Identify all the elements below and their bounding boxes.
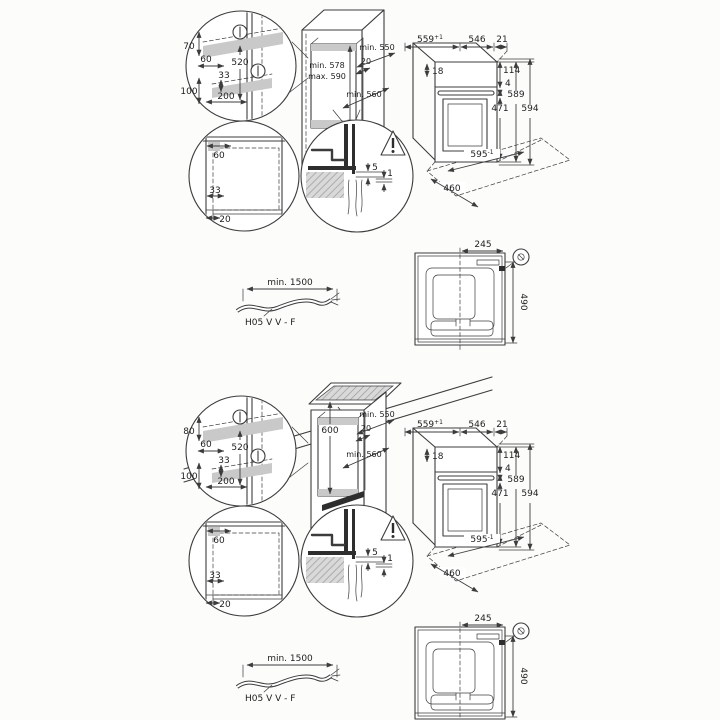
dim-door-height: 471 <box>491 104 509 114</box>
dim-front-width: $595^{-1}$ <box>470 534 494 545</box>
dim-lower-depth: 200 <box>217 92 235 102</box>
dim-panel-height: 114 <box>503 451 521 461</box>
cable-length-label: min. 1500 <box>267 654 313 664</box>
dim-body-height: 589 <box>507 90 525 100</box>
variant-under-hob <box>180 377 570 719</box>
dim-niche-depth: min. 560 <box>346 450 382 459</box>
dim-corner-a: 60 <box>213 536 225 546</box>
dim-topview-depth: 490 <box>518 293 528 311</box>
mounting-detail-circle <box>180 11 296 121</box>
dim-rail-top-offset: 70 <box>183 42 195 52</box>
dim-niche-width: min. 550 <box>359 410 395 419</box>
dim-door-overhang: 21 <box>496 420 508 430</box>
dim-rail-inset: 60 <box>200 55 212 65</box>
dim-rail-span: 520 <box>231 443 249 453</box>
gap-detail-circle <box>301 120 413 232</box>
dim-front-height: 594 <box>521 489 539 499</box>
power-cable-drawing <box>237 278 340 328</box>
dim-rail-inset: 60 <box>200 440 212 450</box>
dim-niche-rear-gap: 20 <box>360 424 372 433</box>
dim-niche-height-min: min. 578 <box>309 61 345 70</box>
panel-corner-detail-circle <box>189 506 299 616</box>
dim-door-overhang: 21 <box>496 35 508 45</box>
oven-top-view <box>415 614 529 719</box>
screw-callout-icon <box>233 410 247 424</box>
variant-tall-cabinet <box>180 10 570 350</box>
dim-depth: 460 <box>443 569 461 579</box>
cable-length-label: min. 1500 <box>267 278 313 288</box>
mounting-detail-circle <box>180 396 296 506</box>
dim-panel-gap: 4 <box>505 464 511 474</box>
dim-lower-offset: 100 <box>180 87 198 97</box>
dim-corner-c: 20 <box>219 600 231 610</box>
screw-callout-icon <box>251 449 265 463</box>
dim-panel-height: 114 <box>503 66 521 76</box>
oven-handle <box>438 91 494 95</box>
dim-bracket-offset: 33 <box>218 456 230 466</box>
dim-door-height: 471 <box>491 489 509 499</box>
dim-corner-c: 20 <box>219 215 231 225</box>
dim-oven-top-width: $559^{+1}$ <box>416 419 444 430</box>
terminal-block <box>499 640 505 645</box>
screw-callout-icon <box>506 623 529 642</box>
terminal-block <box>499 266 505 271</box>
dim-front-height: 594 <box>521 104 539 114</box>
dim-body-height: 589 <box>507 475 525 485</box>
dim-niche-height-max: max. 590 <box>308 72 346 81</box>
cable-type-label: H05 V V - F <box>245 318 296 328</box>
dim-oven-body-width: 546 <box>468 420 486 430</box>
dim-oven-body-width: 546 <box>468 35 486 45</box>
dim-lower-depth: 200 <box>217 477 235 487</box>
dim-cable-position: 245 <box>474 614 492 624</box>
dim-cable-position: 245 <box>474 240 492 250</box>
oven-top-view <box>415 240 529 350</box>
dim-oven-top-width: $559^{+1}$ <box>416 34 444 45</box>
gap-detail-circle <box>301 505 413 617</box>
dim-top-thickness: 18 <box>432 452 444 462</box>
dim-niche-height: 600 <box>321 426 339 436</box>
dim-niche-width: min. 550 <box>359 43 395 52</box>
dim-depth: 460 <box>443 184 461 194</box>
dim-gap-a: 5 <box>372 163 378 173</box>
dim-rail-span: 520 <box>231 58 249 68</box>
oven-drawing <box>405 34 570 207</box>
dim-gap-a: 5 <box>372 548 378 558</box>
dim-niche-rear-gap: 20 <box>360 57 372 66</box>
dim-panel-gap: 4 <box>505 79 511 89</box>
dim-corner-b: 33 <box>209 571 221 581</box>
oven-drawing <box>405 419 570 592</box>
dim-top-thickness: 18 <box>432 67 444 77</box>
screw-callout-icon <box>251 64 265 78</box>
power-cable-drawing <box>237 654 340 704</box>
dim-gap-b: 1 <box>387 169 393 179</box>
oven-handle <box>438 476 494 480</box>
dim-front-width: $595^{-1}$ <box>470 149 494 160</box>
dim-bracket-offset: 33 <box>218 71 230 81</box>
cable-type-label: H05 V V - F <box>245 694 296 704</box>
dim-rail-top-offset: 80 <box>183 427 195 437</box>
screw-callout-icon <box>506 249 529 268</box>
dim-niche-depth: min. 560 <box>346 90 382 99</box>
dim-corner-a: 60 <box>213 151 225 161</box>
dim-topview-depth: 490 <box>518 667 528 685</box>
panel-corner-detail-circle <box>189 121 299 231</box>
dim-corner-b: 33 <box>209 186 221 196</box>
dim-gap-b: 1 <box>387 554 393 564</box>
screw-callout-icon <box>233 25 247 39</box>
dim-lower-offset: 100 <box>180 472 198 482</box>
